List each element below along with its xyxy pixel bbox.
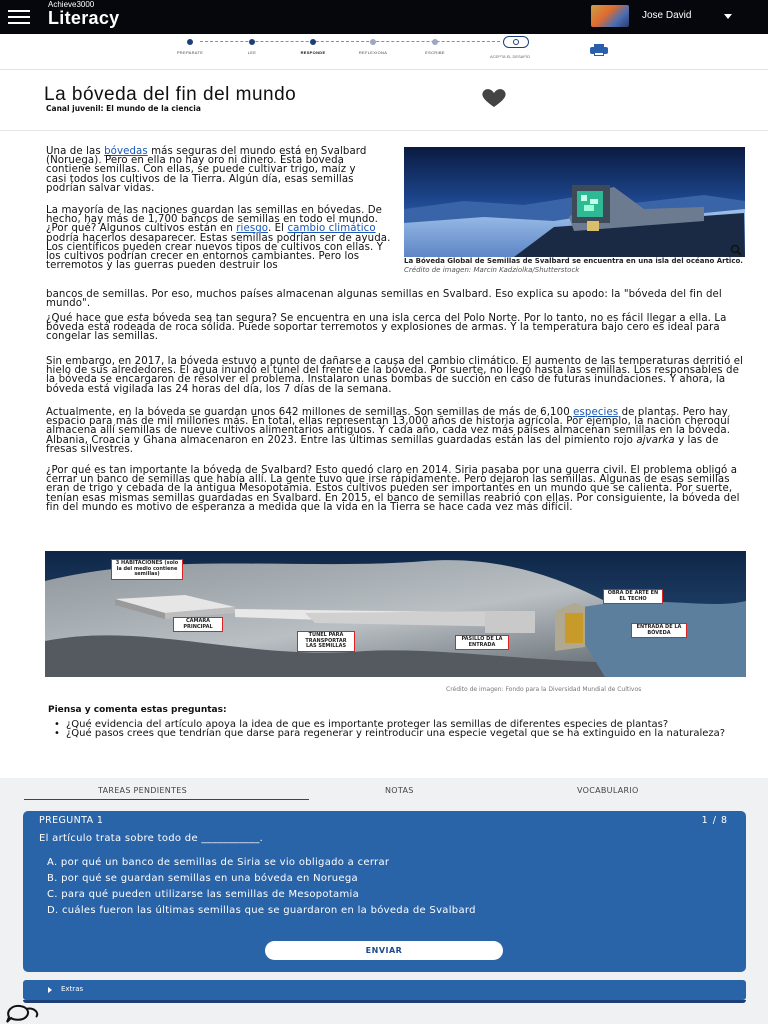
heart-icon[interactable] (480, 88, 508, 108)
diagram-label-tunel: TÚNEL PARA TRANSPORTAR LAS SEMILLAS (297, 631, 355, 652)
diagram-label-obra: OBRA DE ARTE EN EL TECHO (603, 589, 663, 604)
step-responde[interactable] (283, 37, 343, 55)
photo-caption: La Bóveda Global de Semillas de Svalbard se encuentra en una isla del océano Ártico. Crédito de imagen: Marcin Kadziolka/Shutterstock (404, 257, 743, 274)
article-paragraph: ¿Qué hace que esta bóveda sea tan segura? Se encuentra en una isla cerca del Polo Norte. Por lo tanto, no es fácil llegar a ella. La bóveda está rodeada de roca sólida. Puede soportar terremotos y explosiones de armas. Y la temperatura bajo cero es ideal para congelar las semillas. (46, 313, 727, 343)
activity-tabs (0, 782, 768, 804)
article-paragraph: Sin embargo, en 2017, la bóveda estuvo a punto de dañarse a causa del cambio climático. El aumento de las temperaturas derritió el hielo de sus alrededores. El agua inundó el túnel del frente de la bóveda. Por suerte, no llegó hasta las semillas. Los responsables de la bóveda se encargaron de resolver el problema. Instalaron unas bombas de succión en caso de futuras inundaciones. Y ahora, la bóveda está vigilada las 24 horas del día, los 7 días de la semana. (46, 356, 744, 395)
step-progress-bar (0, 34, 768, 70)
question-heading: PREGUNTA 1 (39, 815, 104, 826)
step-preparate[interactable] (160, 37, 220, 55)
answer-option-c[interactable]: C. para qué pueden utilizarse las semillas de Mesopotamia (47, 889, 360, 900)
article-paragraph: Actualmente, en la bóveda se guardan unos 642 millones de semillas. Son semillas de más de 6,100 especies de plantas. Pero hay espacio para más de mil millones más. En total, ellas representan 13,000 años de historia agrícola. Por ejemplo, la nación cheroquí almacena allí semillas de nueve cultivos alimentarios antiguos. Y cada año, cada vez más países almacenan semillas en la bóveda. Albania, Croacia y Ghana almacenaron en 2023. Entre las últimas semillas guardadas están las del pimiento rojo ajvarka y las de fresas silvestres. (46, 407, 731, 455)
tab-vocabulario[interactable]: VOCABULARIO (577, 786, 639, 795)
tab-tareas-pendientes[interactable]: TAREAS PENDIENTES (98, 786, 187, 795)
avatar[interactable] (591, 5, 629, 27)
quiz-challenge-icon[interactable] (503, 36, 529, 48)
logo-product: Literacy (48, 8, 120, 28)
article-paragraph: ¿Por qué es tan importante la bóveda de Svalbard? Esto quedó claro en 2014. Siria pasaba por una guerra civil. El problema obligó a cerrar un banco de semillas que había allí. La gente tuvo que irse rápidamente. Pero dejaron las semillas. Algunas de esas semillas eran de trigo y cebada de la antigua Mesopotamia. Estos cultivos pueden ser importantes en un mundo que se calienta. Por suerte, tenían esas mismas semillas guardadas en Svalbard. En 2015, el banco de semillas reabrió con ellas. Por consiguiente, la bóveda del fin del mundo es motivo de esperanza a medida que la vida en la Tierra se hace cada vez más difícil. (46, 465, 740, 513)
tab-notas[interactable]: NOTAS (385, 786, 414, 795)
article-paragraph-continued: bancos de semillas. Por eso, muchos países almacenan algunas semillas en Svalbard. Eso explica su apodo: la "bóveda del fin del mundo". (46, 289, 722, 310)
step-label: LEE (247, 50, 257, 55)
article-title: La bóveda del fin del mundo (44, 84, 297, 105)
diagram-label-pasillo: PASILLO DE LA ENTRADA (455, 635, 509, 650)
username[interactable]: Jose David (642, 10, 692, 21)
vault-photo[interactable] (404, 147, 745, 257)
question-count: 1 / 8 (701, 815, 728, 826)
step-reflexiona[interactable] (343, 37, 403, 55)
step-label: REFLEXIONA (358, 50, 388, 55)
vocab-link-cambio-climatico[interactable]: cambio climático (287, 223, 376, 235)
answer-option-a[interactable]: A. por qué un banco de semillas de Siria se vio obligado a cerrar (47, 857, 390, 868)
logo[interactable] (48, 1, 119, 27)
step-label: ESCRIBE (425, 50, 445, 55)
divider (0, 130, 768, 131)
extras-toggle[interactable] (23, 980, 746, 1000)
question-card (23, 811, 746, 972)
diagram-label-camara: CÁMARA PRINCIPAL (173, 617, 223, 632)
discussion-question: • ¿Qué pasos crees que tendrían que darse para regenerar y reintroducir una especie vegetal que se ha extinguido en la naturaleza? (66, 729, 746, 738)
vault-diagram[interactable] (45, 551, 746, 677)
menu-icon[interactable] (8, 10, 30, 24)
step-escribe[interactable] (405, 37, 465, 55)
question-text: El artículo trata sobre todo de ___________. (39, 833, 264, 844)
discussion-heading: Piensa y comenta estas preguntas: (48, 705, 227, 715)
step-lee[interactable] (222, 37, 282, 55)
article-channel: Canal juvenil: El mundo de la ciencia (46, 104, 201, 113)
extras-label: Extras (61, 985, 84, 993)
article-paragraph: La mayoría de las naciones guardan las semillas en bóvedas. De hecho, hay más de 1,700 bancos de semillas en todo el mundo. ¿Por qué? Algunos cultivos están en riesgo. El cambio climático podría hacerlos desaparecer. Estas semillas podrían ser de ayuda. Los científicos pueden crear nuevos tipos de cultivos con ellas. Y los cultivos podrían crecer en entornos cambiantes. Pero los terremotos y las guerras pueden destruir los (46, 205, 391, 272)
diagram-label-habitaciones: 3 HABITACIONES (solo la del medio contiene semillas) (111, 559, 183, 580)
diagram-label-entrada: ENTRADA DE LA BÓVEDA (631, 623, 687, 638)
zoom-icon[interactable] (729, 244, 743, 256)
answer-option-d[interactable]: D. cuáles fueron las últimas semillas que se guardaron en la bóveda de Svalbard (47, 905, 476, 916)
diagram-credit: Crédito de imagen: Fondo para la Diversidad Mundial de Cultivos (446, 686, 642, 693)
quiz-label: ACEPTA EL DESAFÍO (490, 54, 531, 59)
submit-button[interactable]: ENVIAR (265, 941, 503, 960)
chevron-right-icon (48, 987, 52, 993)
step-label: RESPONDE (300, 50, 326, 55)
print-icon[interactable] (590, 44, 608, 56)
top-bar (0, 0, 768, 34)
vocab-link-especies[interactable]: especies (573, 407, 619, 418)
active-tab-indicator (24, 799, 309, 800)
chevron-down-icon[interactable] (724, 14, 732, 19)
vocab-link-bovedas[interactable]: bóvedas (104, 146, 148, 157)
vocab-link-riesgo[interactable]: riesgo (236, 223, 268, 235)
article-paragraph: Una de las bóvedas más seguras del mundo está en Svalbard (Noruega). Pero en ella no hay oro ni dinero. Esta bóveda contiene semillas. Con ellas, se puede cultivar trigo, maíz y casi todos los cultivos de la Tierra. Algún día, esas semillas podrían salvar vidas. (46, 146, 367, 194)
extras-border (23, 1000, 746, 1003)
answer-option-b[interactable]: B. por qué se guardan semillas en una bóveda en Noruega (47, 873, 358, 884)
logo-brand: Achieve3000 (48, 0, 95, 9)
discussion-list (66, 720, 746, 738)
step-label: PREPARATE (176, 50, 204, 55)
discussion-question: • ¿Qué evidencia del artículo apoya la idea de que es importante proteger las semillas de diferentes especies de plantas? (66, 720, 746, 729)
chat-icon[interactable] (4, 999, 42, 1024)
